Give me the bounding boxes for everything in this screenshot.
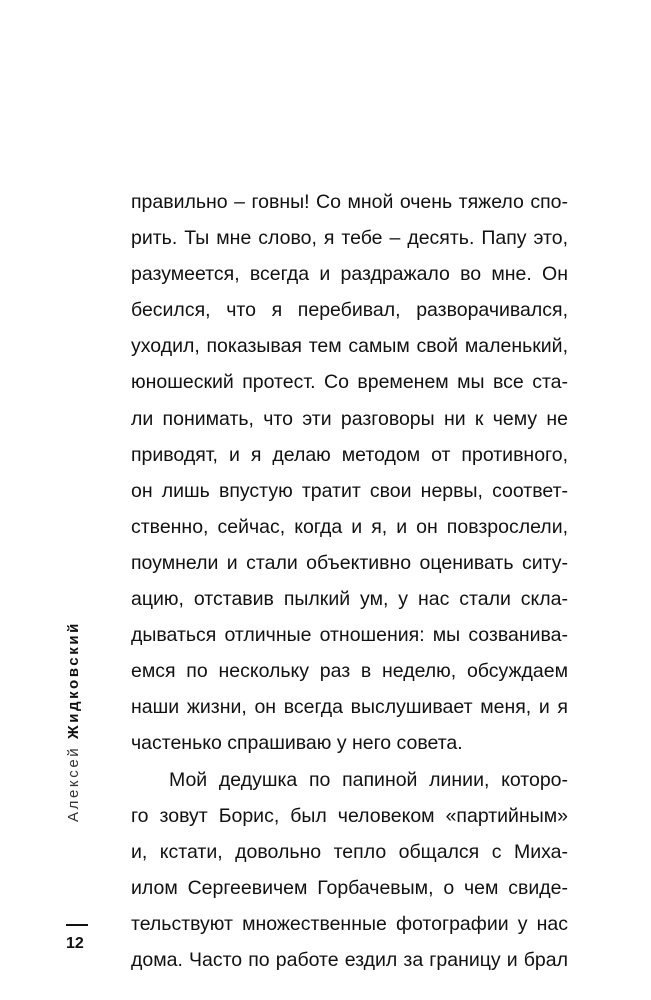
text-line: правильно – говны! Со мной очень тяжело спо- <box>131 191 568 213</box>
text-line: частенько спрашиваю у него совета. <box>131 732 463 755</box>
text-line: ацию, отставив пылкий ум, у нас стали скла- <box>131 588 568 611</box>
text-line: дываться отличные отношения: мы созванива- <box>131 624 568 647</box>
author-last-name: Жидковский <box>65 621 82 739</box>
page-number-rule <box>66 924 88 926</box>
text-line-paragraph-start: Мой дедушка по папиной линии, которо- <box>169 768 568 791</box>
text-line: рить. Ты мне слово, я тебе – десять. Папу это, <box>131 227 568 250</box>
text-line: наши жизни, он всегда выслушивает меня, и я <box>131 696 568 719</box>
text-line: приводят, и я делаю методом от противного, <box>131 443 568 466</box>
text-line: дома. Часто по работе ездил за границу и брал <box>131 948 568 971</box>
text-line: поумнели и стали объективно оценивать ситу- <box>131 551 568 574</box>
author-first-name: Алексей <box>65 745 82 822</box>
text-line: разумеется, всегда и раздражало во мне. Он <box>131 263 568 286</box>
text-line: юношеский протест. Со временем мы все ста- <box>131 371 568 394</box>
text-line: тельствуют множественные фотографии у нас <box>131 912 568 935</box>
text-line: илом Сергеевичем Горбачевым, о чем свиде- <box>131 876 568 899</box>
running-head-author <box>64 621 84 822</box>
text-line: ли понимать, что эти разговоры ни к чему не <box>131 407 568 430</box>
text-line: и, кстати, довольно тепло общался с Миха- <box>131 840 568 863</box>
text-line: он лишь впустую тратит свои нервы, соответ- <box>131 479 568 502</box>
text-line: бесился, что я перебивал, разворачивался, <box>131 299 568 322</box>
page-number: 12 <box>66 935 84 952</box>
text-line: емся по нескольку раз в неделю, обсуждаем <box>131 660 568 683</box>
text-line: ственно, сейчас, когда и я, и он повзрослели, <box>131 515 568 538</box>
text-line: уходил, показывая тем самым свой маленький, <box>131 335 568 358</box>
body-text <box>131 184 568 978</box>
text-line: го зовут Борис, был человеком «партийным» <box>131 804 568 827</box>
